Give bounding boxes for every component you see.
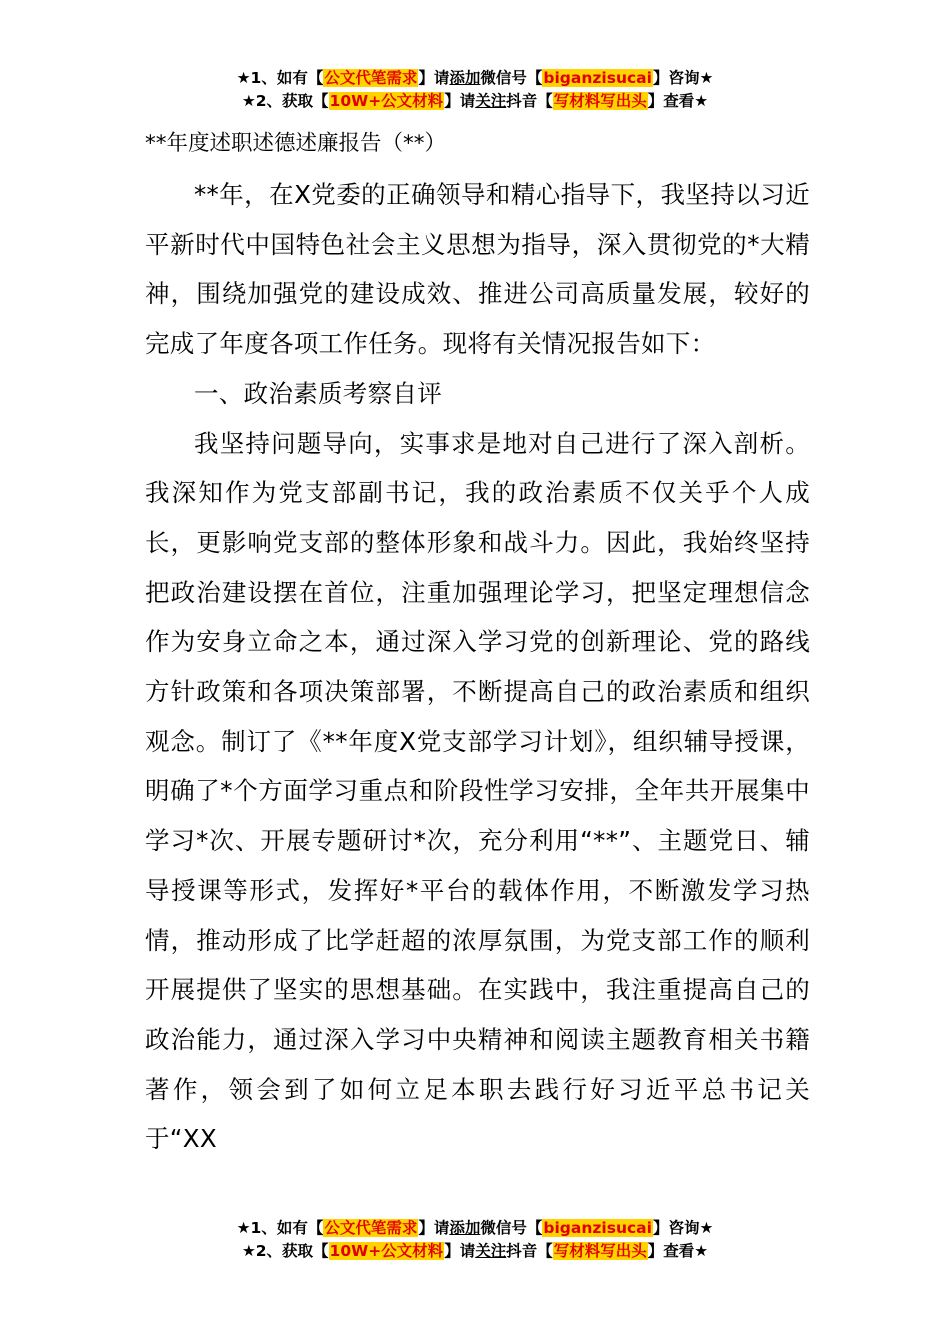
promo-text: 】咨询★ [652, 69, 714, 87]
section-paragraph: 我坚持问题导向，实事求是地对自己进行了深入剖析。我深知作为党支部副书记，我的政治素质不仅关乎个人成长，更影响党支部的整体形象和战斗力。因此，我始终坚持把政治建设摆在首位，注重加强理论学习，把坚定理想信念作为安身立命之本，通过深入学习党的创新理论、党的路线方针政策和各项决策部署，不断提高自己的政治素质和组织观念。制订了《**年度X党支部学习计划》，组织辅导授课，明确了*个方面学习重点和阶段性学习安排，全年共开展集中学习*次、开展专题研讨*次，充分利用“**”、主题党日、辅导授课等形式，发挥好*平台的载体作用，不断激发学习热情，推动形成了比学赶超的浓厚氛围，为党支部工作的顺利开展提供了坚实的思想基础。在实践中，我注重提高自己的政治能力，通过深入学习中央精神和阅读主题教育相关书籍著作，领会到了如何立足本职去践行好习近平总书记关于“XX [145, 428, 810, 1154]
promo-text: 】请 [444, 1242, 476, 1260]
document-title: **年度述职述德述廉报告（**） [145, 131, 447, 156]
promo-highlight: 10W+公文材料 [329, 92, 444, 110]
promo-text: ★1、如有【 [236, 1219, 324, 1237]
promo-underlined: 添加 [449, 1219, 481, 1237]
section-heading: 一、政治素质考察自评 [194, 378, 442, 408]
promo-text: 】请 [444, 92, 476, 110]
promo-highlight: 公文代笔需求 [324, 69, 418, 87]
promo-text: ★2、获取【 [241, 1242, 329, 1260]
promo-highlight: 写材料写出头 [553, 92, 647, 110]
promo-text: 微信号【 [480, 1219, 543, 1237]
promo-underlined: 添加 [449, 69, 481, 87]
intro-paragraph: **年，在X党委的正确领导和精心指导下，我坚持以习近平新时代中国特色社会主义思想为指导，深入贯彻党的*大精神，围绕加强党的建设成效、推进公司高质量发展，较好的完成了年度各项工作任务。现将有关情况报告如下： [145, 180, 810, 359]
promo-text: 抖音【 [506, 1242, 553, 1260]
promo-highlight: biganzisucai [543, 69, 652, 87]
promo-text: 】查看★ [647, 92, 709, 110]
promo-banner-top [0, 67, 950, 113]
promo-text: 】咨询★ [652, 1219, 714, 1237]
promo-line-2 [0, 1240, 950, 1263]
promo-highlight: 写材料写出头 [553, 1242, 647, 1260]
promo-text: 微信号【 [480, 69, 543, 87]
promo-banner-bottom [0, 1217, 950, 1263]
promo-line-1 [0, 67, 950, 90]
promo-text: ★2、获取【 [241, 92, 329, 110]
promo-line-2 [0, 90, 950, 113]
promo-line-1 [0, 1217, 950, 1240]
promo-underlined: 关注 [475, 92, 507, 110]
promo-text: 】请 [418, 1219, 450, 1237]
promo-text: ★1、如有【 [236, 69, 324, 87]
promo-highlight: biganzisucai [543, 1219, 652, 1237]
promo-text: 抖音【 [506, 92, 553, 110]
promo-highlight: 10W+公文材料 [329, 1242, 444, 1260]
promo-text: 】查看★ [647, 1242, 709, 1260]
promo-underlined: 关注 [475, 1242, 507, 1260]
promo-text: 】请 [418, 69, 450, 87]
promo-highlight: 公文代笔需求 [324, 1219, 418, 1237]
document-body [145, 122, 810, 1164]
